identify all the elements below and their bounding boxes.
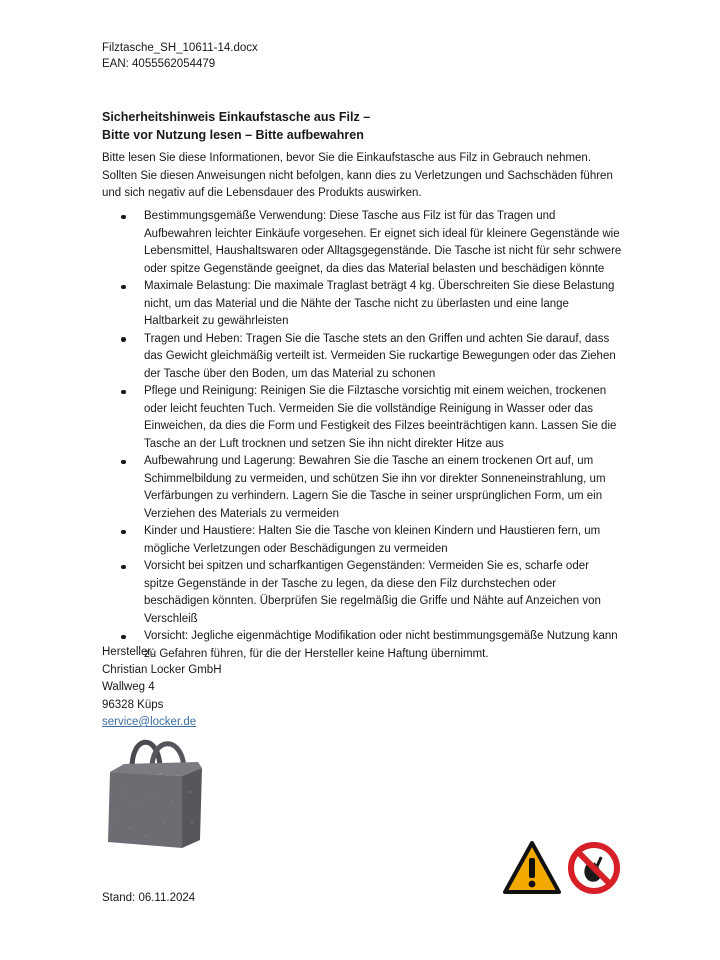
list-item: Maximale Belastung: Die maximale Traglast beträgt 4 kg. Überschreiten Sie diese Belastung nicht, um das Material und die Nähte der Tasche nicht zu überlasten und eine lange Haltbarkeit zu gewährleisten — [102, 278, 622, 331]
intro-paragraph: Bitte lesen Sie diese Informationen, bevor Sie die Einkaufstasche aus Filz in Gebrauch nehmen. Sollten Sie diesen Anweisungen nicht befolgen, kann dies zu Verletzungen und Sachschäden führen und sich negativ auf die Lebensdauer des Produkts auswirken. — [102, 152, 613, 199]
bag-image — [102, 732, 206, 850]
list-item: Vorsicht: Jegliche eigenmächtige Modifikation oder nicht bestimmungsgemäße Nutzung kann zu Gefahren führen, für die der Hersteller keine Haftung übernimmt. — [102, 628, 622, 663]
list-item: Pflege und Reinigung: Reinigen Sie die Filztasche vorsichtig mit einem weichen, trockenen oder leicht feuchten Tuch. Vermeiden Sie die vollständige Reinigung in Wasser oder das Einweichen, da dies die Form und Festigkeit des Filzes beeinträchtigen kann. Lassen Sie die Tasche an der Luft trocknen und setzen Sie ihn nicht direkter Hitze aus — [102, 383, 622, 453]
list-item: Bestimmungsgemäße Verwendung: Diese Tasche aus Filz ist für das Tragen und Aufbewahren leichter Einkäufe vorgesehen. Er eignet sich ideal für kleinere Gegenstände wie Lebensmittel, Haushaltswaren oder Alltagsgegenstände. Die Tasche ist nicht für sehr schwere oder spitze Gegenstände geeignet, da dies das Material belasten und beschädigen könnte — [102, 208, 622, 278]
file-name: Filztasche_SH_10611-14.docx — [102, 42, 258, 54]
document-title — [102, 108, 370, 144]
manufacturer-block — [102, 644, 222, 732]
list-item: Vorsicht bei spitzen und scharfkantigen Gegenständen: Vermeiden Sie es, scharfe oder spitze Gegenstände in der Tasche zu legen, da diese den Filz durchstechen oder beschädigen könnten. Überprüfen Sie regelmäßig die Griffe und Nähte auf Anzeichen von Verschleiß — [102, 558, 622, 628]
list-item: Tragen und Heben: Tragen Sie die Tasche stets an den Griffen und achten Sie darauf, dass das Gewicht gleichmäßig verteilt ist. Vermeiden Sie ruckartige Bewegungen oder das Ziehen der Tasche über den Boden, um das Material zu schonen — [102, 331, 622, 384]
stand-date: Stand: 06.11.2024 — [102, 892, 196, 904]
title-line-1: Sicherheitshinweis Einkaufstasche aus Filz – — [102, 110, 371, 124]
no-fire-icon — [566, 840, 622, 896]
safety-list — [102, 208, 622, 663]
document-header — [102, 40, 258, 72]
list-item: Aufbewahrung und Lagerung: Bewahren Sie die Tasche an einem trockenen Ort auf, um Schimmelbildung zu vermeiden, und schützen Sie ihn vor direkter Sonneneinstrahlung, um Verfärbungen zu verhindern. Lagern Sie die Tasche in seiner ursprünglichen Form, um ein Verziehen des Materials zu vermeiden — [102, 453, 622, 523]
warning-icon — [502, 840, 562, 896]
ean-code: EAN: 4055562054479 — [102, 58, 216, 70]
manufacturer-city: 96328 Küps — [102, 698, 164, 711]
manufacturer-street: Wallweg 4 — [102, 681, 155, 693]
manufacturer-label: Hersteller: — [102, 646, 155, 658]
email-link[interactable]: service@locker.de — [102, 716, 197, 728]
title-line-2: Bitte vor Nutzung lesen – Bitte aufbewahren — [102, 128, 364, 142]
list-item: Kinder und Haustiere: Halten Sie die Tasche von kleinen Kindern und Haustieren fern, um mögliche Verletzungen oder Beschädigungen zu vermeiden — [102, 523, 622, 558]
manufacturer-company: Christian Locker GmbH — [102, 663, 222, 676]
